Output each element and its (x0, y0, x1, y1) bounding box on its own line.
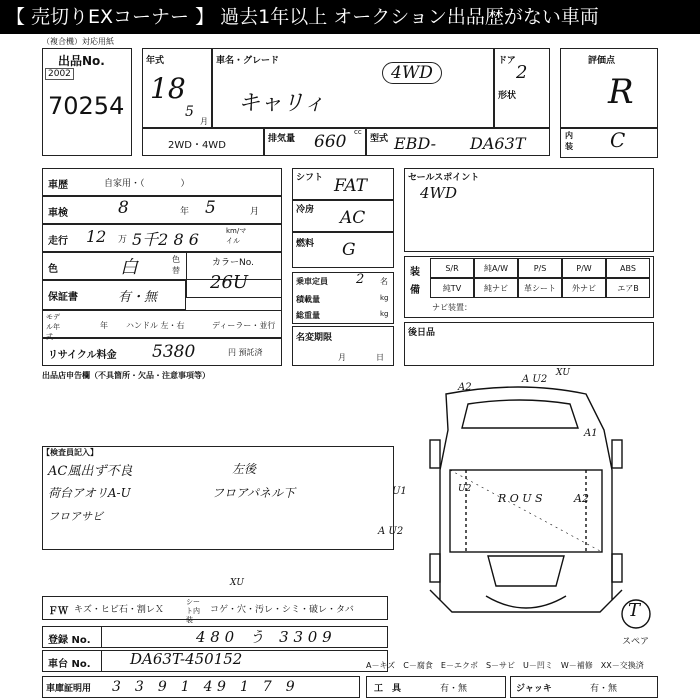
dealer-label: ディーラー・並行 (212, 321, 276, 330)
month-unit: 月 (200, 117, 208, 126)
reg-label: 登録 No. (48, 635, 91, 646)
interior-label: 内装 (565, 131, 573, 151)
chassis-label: 車台 No. (48, 659, 91, 670)
mileage-rest: 5千2 8 6 (132, 230, 199, 249)
damage-mark-6: U2 (458, 484, 472, 494)
shaken-year-unit: 年 (180, 207, 190, 217)
fw-label: ＦＷ (48, 606, 68, 617)
inspection-label: 【検査員記入】 (42, 448, 98, 457)
lot-tag: 2002 (45, 68, 74, 80)
car-name: キャリィ (238, 91, 326, 116)
inspection-note-5: フロアパネル下 (212, 486, 296, 500)
damage-mark-10: XU (230, 578, 244, 588)
shift-label: シフト (296, 173, 324, 183)
later-label: 後日品 (408, 328, 436, 338)
shaken-label: 車検 (48, 208, 68, 219)
disp-unit: cc (354, 128, 362, 136)
fuel-label: 燃料 (296, 239, 315, 249)
equip-label: 装備 (410, 267, 420, 296)
interior-value: C (610, 128, 626, 152)
inspection-note-4: 左後 (232, 462, 257, 476)
shape-label: 形状 (498, 91, 517, 101)
damage-mark-8: R O U S (498, 492, 543, 505)
damage-mark-7: A U2 (378, 526, 404, 537)
cert-label: 車庫証明用 (46, 684, 92, 694)
warranty-label: 保証書 (48, 292, 78, 303)
jack-label: ジャッキ (516, 684, 552, 694)
fuel-value: G (342, 240, 356, 260)
tools-value: 有・無 (440, 684, 468, 694)
damage-mark-3: XU (556, 368, 570, 378)
warranty-value: 有・無 (118, 290, 158, 305)
year-label: 年式 (146, 56, 165, 66)
history-value: 自家用・（ ） (104, 179, 190, 189)
navi-label: ナビ装置： (432, 303, 472, 312)
equip-cell: 純ナビ (474, 278, 518, 298)
header-title: 【 売切りEXコーナー 】 過去1年以上 オークション出品歴がない車両 (0, 0, 700, 34)
color-no-value: 26U (210, 272, 249, 293)
equip-cell: P/W (562, 258, 606, 278)
capacity-value: 2 (356, 272, 365, 287)
sales-label: セールスポイント (408, 173, 480, 183)
spare-label: スペア (622, 637, 650, 647)
equip-cell: 革シート (518, 278, 562, 298)
inspection-note-3: フロアサビ (48, 510, 103, 523)
shaken-month: 5 (205, 198, 216, 218)
deadline-unit: 月日 (338, 353, 414, 362)
gross-unit: kg (380, 310, 389, 318)
capacity-label: 乗車定員 (296, 277, 328, 286)
tools-label: 工 具 (374, 684, 402, 694)
fw-items: キズ・ヒビ石・割レＸ (74, 605, 164, 615)
deadline-label: 名変期限 (296, 333, 333, 343)
door-label: ドア (498, 56, 516, 66)
model-value: DA63T (470, 134, 526, 153)
lot-label: 出品No. (58, 54, 105, 68)
equip-cell: 純A/W (474, 258, 518, 278)
model-label: 型式 (370, 134, 389, 144)
lot-number: 70254 (48, 92, 125, 120)
ac-label: 冷房 (296, 205, 315, 215)
model-year-label: モデル年式 (46, 313, 60, 341)
recycle-value: 5380 (152, 342, 196, 362)
form-note: （複合機）対応用紙 (42, 37, 114, 46)
equip-cell: S/R (430, 258, 474, 278)
mileage-man: 12 (86, 227, 107, 246)
mileage-man-unit: 万 (118, 235, 128, 245)
reg-value: 4 8 0 う 3 3 0 9 (196, 628, 332, 646)
shaken-year: 8 (118, 198, 129, 218)
mileage-label: 走行 (48, 236, 68, 247)
equip-cell: 純TV (430, 278, 474, 298)
recycle-label: リサイクル料金 (48, 350, 117, 361)
capacity-unit: 名 (380, 277, 388, 286)
color-change: 色替 (172, 255, 180, 275)
color-no-label: カラーNo. (212, 258, 254, 268)
interior-items: コゲ・穴・汚レ・シミ・破レ・タバ (210, 605, 354, 615)
handle-label: ハンドル 左・右 (126, 321, 185, 330)
history-label: 車歴 (48, 180, 68, 191)
name-label: 車名・グレード (216, 56, 280, 66)
year-value: 18 (150, 72, 186, 105)
load-label: 積載量 (296, 295, 320, 304)
sales-value: 4WD (420, 184, 457, 202)
car-drive-note: 4WD (382, 62, 442, 84)
damage-mark-2: A U2 (522, 374, 548, 385)
damage-mark-9: A2 (574, 492, 589, 505)
disp-label: 排気量 (268, 134, 296, 144)
recycle-unit: 円 預託済 (228, 348, 263, 357)
damage-mark-4: A1 (584, 428, 598, 439)
model-prefix: EBD- (394, 134, 436, 153)
model-year-unit: 年 (100, 321, 108, 330)
shift-value: FAT (334, 176, 368, 196)
ac-value: AC (340, 208, 366, 228)
gross-label: 総重量 (296, 311, 320, 320)
month-value: 5 (185, 104, 194, 120)
equip-cell: エアB (606, 278, 650, 298)
color-value: 白 (120, 257, 138, 278)
damage-mark-5: U1 (392, 486, 407, 497)
drive-options: 2WD・4WD (168, 140, 226, 151)
equip-cell: ABS (606, 258, 650, 278)
declare-label: 出品店申告欄（不具箇所・欠品・注意事項等） (42, 371, 210, 380)
equip-cell: 外ナビ (562, 278, 606, 298)
grade-value: R (608, 72, 634, 112)
spare-mark: T (628, 600, 641, 621)
equip-cell: P/S (518, 258, 562, 278)
grade-label: 評価点 (588, 56, 616, 66)
inspection-note-2: 荷台アオリA-U (48, 486, 131, 500)
mileage-unit: km/マイル (226, 227, 247, 245)
door-value: 2 (516, 62, 528, 83)
chassis-value: DA63T-450152 (130, 650, 243, 668)
disp-value: 660 (314, 132, 347, 152)
load-unit: kg (380, 294, 389, 302)
interior-cond-label: シート内装 (186, 598, 200, 624)
damage-mark-1: A2 (458, 382, 472, 393)
shaken-month-unit: 月 (250, 207, 260, 217)
cert-value: 3 3 9 1 4 9 1 7 9 (112, 679, 295, 695)
color-label: 色 (48, 264, 58, 275)
jack-value: 有・無 (590, 684, 618, 694)
legend-codes: A－キズ C－腐食 E－エクボ S－サビ U－凹ミ W－補修 XX－交換済 (366, 661, 644, 670)
inspection-note-1: AC風出ず不良 (48, 464, 133, 479)
